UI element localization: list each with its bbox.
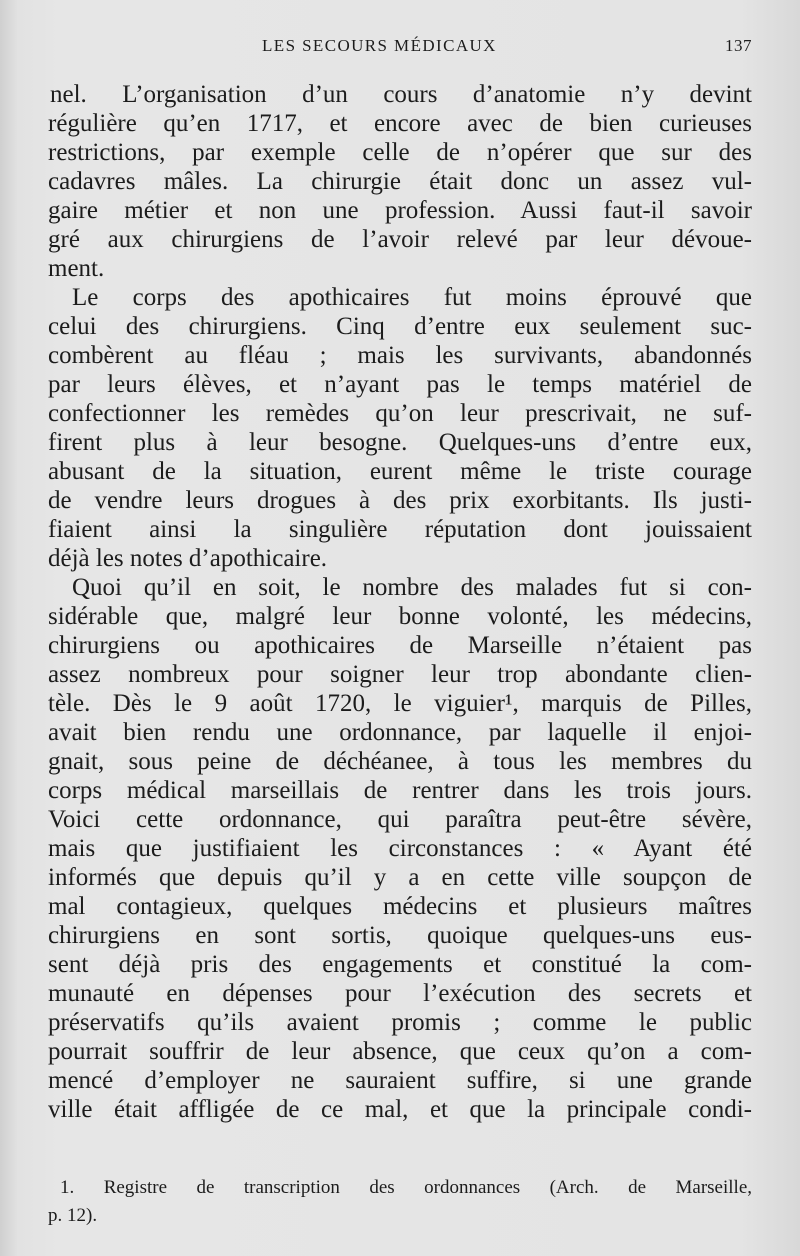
text-line: gaire métier et non une profession. Aussi faut-il savoir [48,197,752,224]
text-line: informés que depuis qu’il y a en cette ville soupçon de [48,864,752,891]
text-line: ville était affligée de ce mal, et que la principale condi- [48,1096,752,1123]
text-line: pourrait souffrir de leur absence, que ceux qu’on a com- [48,1038,752,1065]
text-line: ment. [48,255,105,282]
text-line: firent plus à leur besogne. Quelques-uns d’entre eux, [48,429,752,456]
text-line: régulière qu’en 1717, et encore avec de bien curieuses [48,110,752,137]
text-line: fiaient ainsi la singulière réputation dont jouissaient [48,516,752,543]
text-line: munauté en dépenses pour l’exécution des secrets et [48,980,752,1007]
text-line: chirurgiens en sont sortis, quoique quelques-uns eus- [48,922,752,949]
footnotes [48,1174,752,1230]
text-line: mais que justifiaient les circonstances : « Ayant été [48,835,752,862]
text-line: sidérable que, malgré leur bonne volonté, les médecins, [48,603,752,630]
text-line: cadavres mâles. La chirurgie était donc un assez vul- [48,168,752,195]
text-line: assez nombreux pour soigner leur trop abondante clien- [48,661,752,688]
text-line: corps médical marseillais de rentrer dans les trois jours. [48,777,752,804]
text-line: gré aux chirurgiens de l’avoir relevé par leur dévoue- [48,226,752,253]
text-line: gnait, sous peine de déchéanee, à tous les membres du [48,748,752,775]
running-title: LES SECOURS MÉDICAUX [262,36,497,55]
text-line: tèle. Dès le 9 août 1720, le viguier¹, marquis de Pilles, [48,690,752,717]
paragraph-start-line: Le corps des apothicaires fut moins éprouvé que [72,284,752,311]
text-line: celui des chirurgiens. Cinq d’entre eux seulement suc- [48,313,752,340]
text-line: mencé d’employer ne sauraient suffire, si une grande [48,1067,752,1094]
text-line: Voici cette ordonnance, qui paraîtra peut-être sévère, [48,806,752,833]
text-line: nel. L’organisation d’un cours d’anatomie n’y devint [50,81,752,108]
running-head [48,36,752,60]
page-number: 137 [725,36,752,55]
text-line: restrictions, par exemple celle de n’opérer que sur des [48,139,752,166]
text-line: déjà les notes d’apothicaire. [48,545,328,572]
text-line: préservatifs qu’ils avaient promis ; comme le public [48,1009,752,1036]
text-line: combèrent au fléau ; mais les survivants, abandonnés [48,342,752,369]
text-line: par leurs élèves, et n’ayant pas le temps matériel de [48,371,752,398]
text-line: chirurgiens ou apothicaires de Marseille n’étaient pas [48,632,752,659]
text-line: de vendre leurs drogues à des prix exorbitants. Ils justi- [48,487,752,514]
text-line: avait bien rendu une ordonnance, par laquelle il enjoi- [48,719,752,746]
text-line: mal contagieux, quelques médecins et plusieurs maîtres [48,893,752,920]
text-line: confectionner les remèdes qu’on leur prescrivait, ne suf- [48,400,752,427]
text-line: sent déjà pris des engagements et constitué la com- [48,951,752,978]
footnote-line: p. 12). [48,1205,98,1226]
footnote-line: 1. Registre de transcription des ordonnances (Arch. de Marseille, [60,1177,752,1198]
text-line: abusant de la situation, eurent même le triste courage [48,458,752,485]
body-text [48,80,752,1124]
paragraph-start-line: Quoi qu’il en soit, le nombre des malades fut si con- [72,574,752,601]
